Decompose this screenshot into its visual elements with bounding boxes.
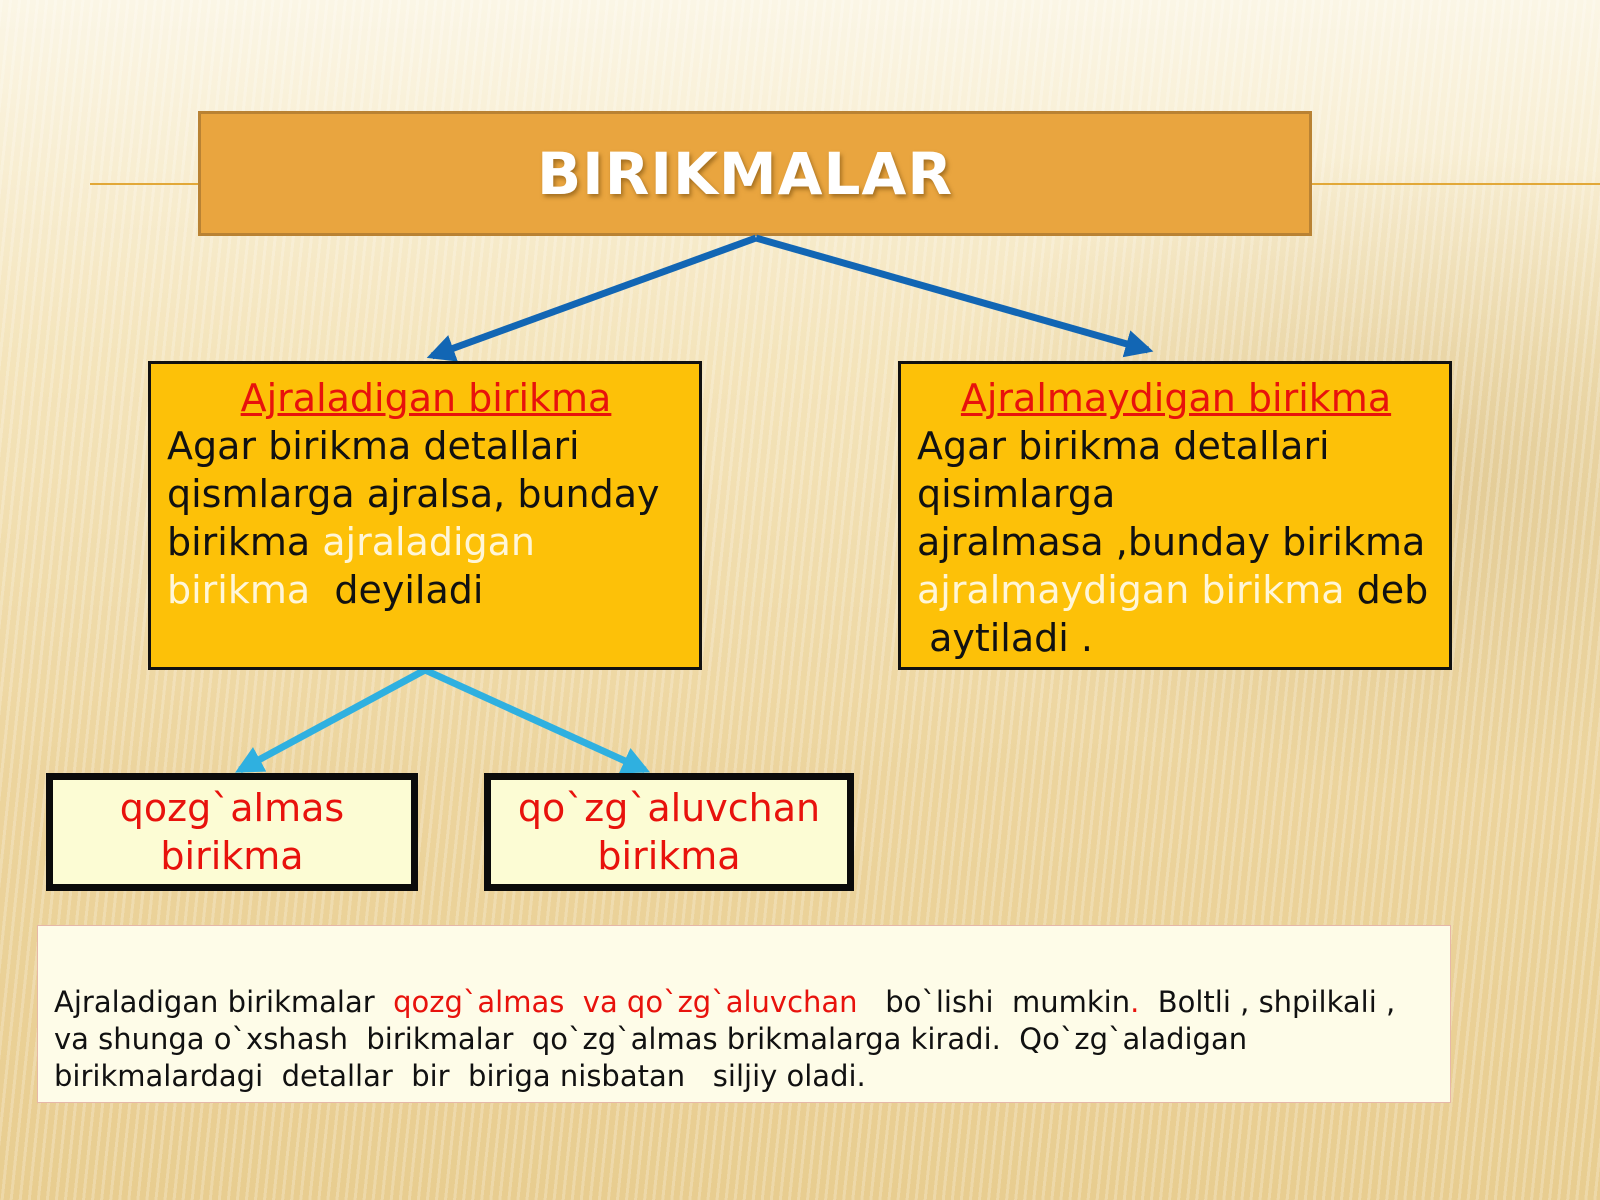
highlighted-term: ajralmaydigan birikma bbox=[917, 568, 1345, 612]
definition-text: deb bbox=[1344, 568, 1429, 612]
definition-line: ajralmasa ,bunday birikma bbox=[917, 520, 1426, 564]
note-text: bo`lishi mumkin bbox=[857, 985, 1131, 1019]
definition-line bbox=[917, 566, 1435, 614]
arrow-title-to-right-box bbox=[756, 238, 1148, 350]
subcategory-label bbox=[518, 784, 820, 880]
explanation-note bbox=[37, 925, 1451, 1103]
subcategory-label bbox=[120, 784, 344, 880]
subcategory-box-qozgaluvchan bbox=[484, 773, 854, 891]
diagram-title: BIRIKMALAR bbox=[536, 139, 954, 208]
category-heading-ajralmaydigan: Ajralmaydigan birikma bbox=[960, 376, 1392, 420]
definition-line: qismlarga ajralsa, bunday bbox=[167, 472, 660, 516]
arrow-left-box-to-sub-left bbox=[240, 670, 425, 770]
highlighted-term: birikma bbox=[167, 568, 311, 612]
note-period: . bbox=[1130, 985, 1140, 1019]
highlighted-term: ajraladigan bbox=[322, 520, 536, 564]
note-text: Ajraladigan birikmalar bbox=[54, 985, 394, 1019]
definition-line: Agar birikma detallari bbox=[917, 424, 1330, 468]
definition-text: deyiladi bbox=[334, 568, 484, 612]
definition-line: aytiladi . bbox=[917, 616, 1093, 660]
definition-line: Agar birikma detallari bbox=[167, 424, 580, 468]
subcategory-line: birikma bbox=[160, 834, 304, 878]
category-box-ajraladigan bbox=[148, 361, 702, 670]
subcategory-line: birikma bbox=[597, 834, 741, 878]
definition-text: birikma bbox=[167, 520, 323, 564]
definition-line bbox=[167, 518, 685, 566]
arrow-title-to-left-box bbox=[432, 238, 756, 356]
definition-line: qisimlarga bbox=[917, 472, 1116, 516]
arrow-left-box-to-sub-right bbox=[425, 670, 645, 770]
subcategory-line: qo`zg`aluvchan bbox=[517, 786, 821, 830]
definition-line bbox=[167, 566, 685, 614]
note-text: Boltli , shpilkali , va shunga o`xshash birikmalar qo`zg`almas brikmalarga kiradi. Qo`zg`aladigan birikmalardagi detallar bir biriga nisbatan siljiy oladi. bbox=[54, 985, 1414, 1093]
category-heading-ajraladigan: Ajraladigan birikma bbox=[240, 376, 612, 420]
subcategory-box-qozgalmas bbox=[46, 773, 418, 891]
subcategory-line: qozg`almas bbox=[119, 786, 345, 830]
category-box-ajralmaydigan bbox=[898, 361, 1452, 670]
note-highlight: qozg`almas va qo`zg`aluvchan bbox=[393, 985, 858, 1019]
